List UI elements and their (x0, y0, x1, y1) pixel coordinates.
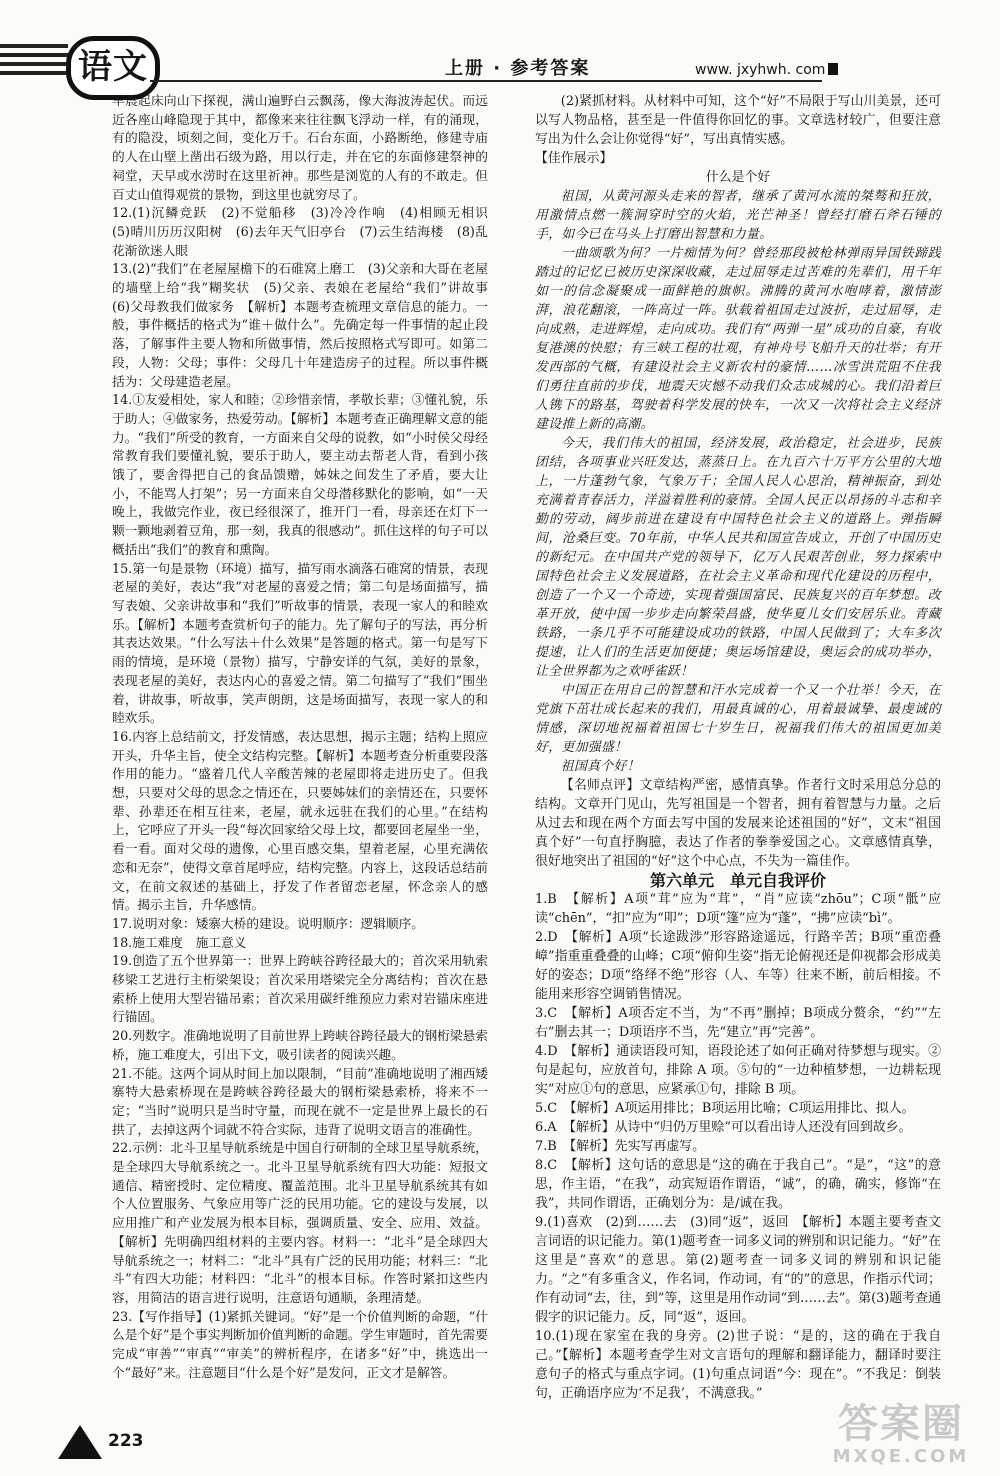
square-mark-icon (828, 63, 838, 75)
answer-paragraph: 13.(2)“我们”在老屋屋檐下的石碓窝上磨工 (3)父亲和大哥在老屋的墙壁上给“我”糊奖状 (5)父亲、表娘在老屋给“我们”讲故事 (6)父母教我们做家务 【解析】本题考查梳理文章信息的能力。一般，事件概括的格式为“谁＋做什么”。先确定每一件事情的起止段落，了解事件主要人物和所做事情，然后按照格式写即可。如第二段，人物：父母；事件：父母几十年建造房子的过程。所以事件概括为：父母建造老屋。 (112, 261, 501, 389)
essay-paragraph: 中国正在用自己的智慧和汗水完成着一个又一个壮举！今天，在党旗下茁壮成长起来的我们，用最真诚的心，用着最诚挚、最虔诚的情感，深切地祝福着祖国七十岁生日，祝福我们伟大的祖国更加美好，更加强盛！ (535, 683, 941, 755)
header-rule (150, 80, 822, 82)
answer-paragraph: 21.不能。这两个词从时间上加以限制，“目前”准确地说明了湘西矮寨特大悬索桥现在是跨峡谷跨径最大的钢桁梁悬索桥，将来不一定；“当时”说明只是当时守量，而现在就不一定是世界上最长的石拱了，去掉这两个词就不符合实际，违背了说明文语言的准确性。 (112, 1065, 488, 1137)
answer-item: 8.C 【解析】这句话的意思是“这的确在于我自己”。“是”，“这”的意思，作主语，“在我”，动宾短语作谓语，“诚”，的确，确实，修饰“在我”，共同作谓语，正确划分为：是/诚在我。 (535, 1158, 941, 1211)
answer-item: 9.(1)喜欢 (2)到……去 (3)同“返”，返回 【解析】本题主要考查文言词语的识记能力。第(1)题考查一词多义词的辨别和识记能力。“好”在这里是“喜欢”的意思。第(2)题考查一词多义词的辨别和识记能力。“之”有多重含义，作名词，作动词，有“的”的意思，作指示代词；作有动词“去，往，到”等，这里是用作动词“到……去”。第(3)题考查通假字的识记能力。反，同“返”，返回。 (535, 1215, 941, 1325)
essay-title: 什么是个好 (705, 170, 771, 185)
answer-paragraph: 23.【写作指导】(1)紧抓关键词。“好”是一个价值判断的命题，“什么是个好”是个事实判断加价值判断的命题。学生审题时，首先需要完成“审善”“审真”“审美”的辨析程序，在诸多“好”中，挑选出一个“最好”来。注意题目“什么是个好”是发问，正文才是解答。 (112, 1308, 488, 1380)
answer-item: 5.C 【解析】A项运用排比；B项运用比喻；C项运用排比、拟人。 (535, 1101, 915, 1116)
essay-paragraph: 今天，我们伟大的祖国，经济发展，政治稳定，社会进步，民族团结，各项事业兴旺发达，蒸蒸日上。在九百六十万平方公里的大地上，一片蓬勃气象，气象万千；全国人民人心思治，精神振奋，到处充满着青春活力，洋溢着胜利的豪情。全国人民正以昂扬的斗志和辛勤的劳动，阔步前进在建设有中国特色社会主义的道路上。弹指瞬间，沧桑巨变。70年前，中华人民共和国宣告成立，开创了中国历史的新纪元。在中国共产党的领导下，亿万人民艰苦创业，努力探索中国特色社会主义发展道路，在社会主义革命和现代化建设的历程中，创造了一个又一个奇迹，实现着强国富民、民族复兴的百年梦想。改革开放，使中国一步步走向繁荣昌盛，使华夏儿女们安居乐业。青藏铁路，一条几乎不可能建设成功的铁路，中国人民做到了；大车多次提速，让人们的生活更加便捷；奥运场馆建设，奥运会的成功举办，让全世界都为之欢呼雀跃！ (535, 436, 941, 679)
triangle-logo-icon (58, 1425, 102, 1459)
showcase-label: 【佳作展示】 (535, 151, 613, 166)
answer-item: 4.D 【解析】通读语段可知，语段论述了如何正确对待梦想与现实。②句是起句，应放首句，排除 A 项。⑤句的“一边种植梦想，一边耕耘现实”对应①句的意思，应紧承①句，排除 B 项。 (535, 1044, 941, 1097)
book-title: 上册 · 参考答案 (445, 58, 591, 79)
left-column (112, 92, 501, 1383)
watermark-sub: MXQE.COM (832, 1446, 970, 1467)
writing-guide-continued: (2)紧抓材料。从材料中可知，这个“好”不局限于写山川美景，还可以写人物品格，甚至是一件值得你回忆的事。文章选材较广，但要注意写出为什么会让你觉得“好”，写出真情实感。 (535, 94, 941, 147)
essay-paragraph: 一曲颂歌为何？一片痴情为何？曾经那段被枪林弹雨异国铁蹄践踏过的记忆已被历史深深收藏，走过屈辱走过苦难的先辈们，用千年如一的信念凝聚成一面鲜艳的旗帜。沸腾的黄河水咆哮着，激情澎湃，浪花翻滚，一阵高过一阵。驮载着祖国走过波折，走过屈辱，走向成熟，走进辉煌，走向成功。我们有“两弹一星”成功的自豪，有收复港澳的快慰；有三峡工程的壮观，有神舟号飞船升天的壮举；有开发西部的气概，有建设社会主义新农村的豪情……冰雪洪荒阻不住我们勇往直前的步伐，地震天灾憾不动我们众志成城的心。我们沿着巨人镌下的路基，驾驶着科学发展的快车，一次又一次将社会主义经济建设推上新的高潮。 (535, 246, 941, 432)
answer-paragraph: 22.示例：北斗卫星导航系统是中国自行研制的全球卫星导航系统，是全球四大导航系统之一。北斗卫星导航系统有四大功能：短报文通信、精密授时、定位精度、覆盖范围。北斗卫星导航系统其有如个人位置服务、气象应用等广泛的民用功能。它的建设与发展，以应用推广和产业发展为根本目标，强调质量、安全、应用、效益。【解析】先明确四组材料的主要内容。材料一：“北斗”是全球四大导航系统之一；材料二：“北斗”具有广泛的民用功能；材料三：“北斗”有四大功能；材料四：“北斗”的根本目标。作答时紧扣这些内容，用简洁的语言进行说明，注意语句通顺，条理清楚。 (112, 1140, 488, 1305)
subject-logo (66, 36, 160, 100)
answer-paragraph: 14.①友爱相处，家人和睦；②珍惜亲情，孝敬长辈；③懂礼貌，乐于助人；④做家务，热爱劳动。【解析】本题考查正确理解文意的能力。“我们”所受的教育，一方面来自父母的说教，如“小时侯父母经常教育我们要懂礼貌，要乐于助人，要主动去帮老人背，看到小孩饿了，要舍得把自己的食品馈赠，姊妹之间发生了矛盾，要大让小，不能骂人打架”；另一方面来自父母潜移默化的影响，如“一天晚上，我做完作业，夜已经很深了，推开门一看，母亲还在灯下一颗一颗地剥着豆角，那一刻，我真的很感动”。抓住这样的句子可以概括出“我们”的教育和熏陶。 (112, 392, 488, 557)
website-url-text: www. jxyhwh. com (695, 62, 826, 78)
answer-paragraph: 17.说明对象：矮寨大桥的建设。说明顺序：逻辑顺序。 (112, 915, 424, 931)
right-column (535, 92, 941, 1403)
answer-item: 3.C 【解析】A项否定不当，为“不再”删掉；B项成分赘余，“约”“左右”删去其一；D项语序不当，先“建立”再“完善”。 (535, 1006, 941, 1040)
header-stripes (0, 44, 68, 80)
answer-item: 6.A 【解析】从诗中“归仍万里赊”可以看出诗人还没有回到故乡。 (535, 1120, 912, 1135)
unit-title: 第六单元 单元自我评价 (649, 871, 826, 890)
answer-paragraph: 16.内容上总结前文，抒发情感，表达思想，揭示主题；结构上照应开头，升华主旨，使全文结构完整。【解析】本题考查分析重要段落作用的能力。“盛着几代人辛酸苦辣的老屋即将走进历史了。但我想，只要对父母的思念之情还在，只要姊妹们的亲情还在，只要怀辈、孙辈还在相互往来，老屋，就永远驻在我们的心里。”在结构上，它呼应了开头一段“每次回家给父母上坟，都要回老屋坐一坐，看一看。面对父母的遗像，心里百感交集，望着老屋，心里充满依恋和无奈”，使得文章首尾呼应，结构完整。内容上，这段话总结前文，在前文叙述的基础上，抒发了作者留恋老屋，怀念亲人的感情。揭示主旨，升华感情。 (112, 728, 488, 913)
subject-logo-text: 语文 (78, 47, 148, 87)
answer-item: 1.B 【解析】A项“茸”应为“茸”，“肖”应读“zhōu”；C项“骶”应读“chēn”，“扣”应为“叩”；D项“篷”应为“蓬”，“拂”应读“bì”。 (535, 892, 941, 926)
answer-paragraph: 12.(1)沉鳞竞跃 (2)不觉船移 (3)冷冷作响 (4)相顾无相识 (5)晴川历历汉阳树 (6)去年天气旧亭台 (7)云生结海楼 (8)乱花渐欲迷人眼 (112, 205, 501, 258)
page-number: 223 (108, 1431, 144, 1451)
website-url (695, 62, 838, 78)
answer-paragraph: 19.创造了五个世界第一：世界上跨峡谷跨径最大的；首次采用轨索移梁工艺进行主桁梁架设；首次采用塔梁完全分离结构；首次在悬索桥上使用大型岩锚吊索；首次采用碳纤维预应力索对岩锚床座进行锚固。 (112, 953, 488, 1025)
watermark-main: 答案圈 (838, 1401, 964, 1447)
page-header (0, 0, 1000, 90)
answer-paragraph: 20.列数字。准确地说明了目前世界上跨峡谷跨径最大的钢桁梁悬索桥，施工难度大，引出下文，吸引读者的阅读兴趣。 (112, 1028, 488, 1062)
answer-item: 10.(1)现在家室在我的身旁。(2)世子说：“是的，这的确在于我自己。”【解析】本题考查学生对文言语句的理解和翻译能力，翻译时要注意句子的格式与重点字词。(1)句重点词语“今：现在”。“不我足：倒装句，正确语序应为‘不足我’，不满意我。” (535, 1329, 941, 1401)
answer-item: 7.B 【解析】先实写再虚写。 (535, 1139, 706, 1154)
teacher-comment: 【名师点评】文章结构严密，感情真挚。作者行文时采用总分总的结构。文章开门见山，先写祖国是一个智者，拥有着智慧与力量。之后从过去和现在两个方面去写中国的发展来论述祖国的“好”，文末“祖国真个好”一句直抒胸臆，表达了作者的拳拳爱国之心。文章感情真挚，很好地突出了祖国的“好”这个中心点，不失为一篇佳作。 (535, 778, 941, 869)
answer-paragraph: 15.第一句是景物（环境）描写，描写雨水滴落石碓窝的情景，表现老屋的美好，表达“我”对老屋的喜爱之情；第二句是场面描写，描写表娘、父亲讲故事和“我们”听故事的情景，表现一家人的和睦欢乐。【解析】本题考查赏析句子的能力。先了解句子的写法，再分析其表达效果。“什么写法＋什么效果”是答题的格式。第一句是写下雨的情境，是环境（景物）描写，宁静安详的气氛，美好的景象，表现老屋的美好，表达内心的喜爱之情。第二句描写了“我们”围坐着，讲故事，听故事，笑声朗朗，这是场面描写，表现一家人的和睦欢乐。 (112, 560, 488, 726)
answer-paragraph: 早晨起床向山下探视，满山遍野白云飘荡，像大海波涛起伏。而远近各座山峰隐现于其中，都像来来往往飘飞浮动一样，有的涌现，有的隐没，顷刻之间，变化万千。石台东面，小路断绝，修建寺庙的人在山壁上凿出石级为路，用以行走，并在它的东面修建祭神的祠堂，天早或水涝时在这里祈神。那些是浏览的人有的不敢走。但百丈山值得观赏的景物，到这里也就穷尽了。 (112, 93, 488, 202)
watermark (826, 1402, 976, 1467)
essay-paragraph: 祖国真个好！ (560, 759, 640, 774)
answer-paragraph: 18.施工难度 施工意义 (112, 934, 247, 950)
essay-paragraph: 祖国，从黄河源头走来的智者，继承了黄河水流的桀骜和狂放，用激情点燃一簇洞穿时空的火焰，光芒神圣！曾经打磨石斧石锤的手，如今已在马头上打磨出智慧和力量。 (535, 189, 941, 242)
answer-item: 2.D 【解析】A项“长途跋涉”形容路途遥远，行路辛苦；B项“重峦叠嶂”指重重叠叠的山峰；C项“俯仰生姿”指无论俯视还是仰视都会形成美好的姿态；D项“络绎不绝”形容（人、车等）往来不断，前后相接。不能用来形容空调销售情况。 (535, 930, 941, 1002)
